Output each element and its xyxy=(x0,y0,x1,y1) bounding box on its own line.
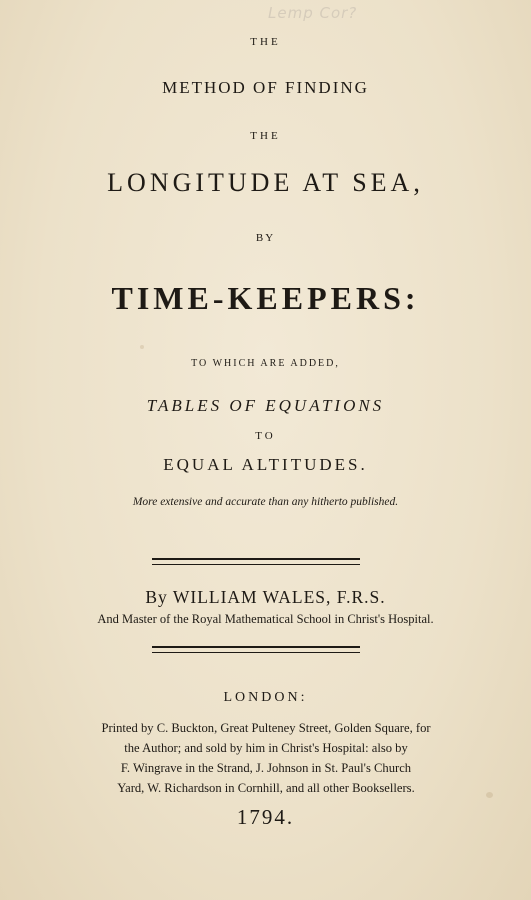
title-longitude: LONGITUDE AT SEA, xyxy=(107,168,424,197)
imprint-line-1: Printed by C. Buckton, Great Pulteney Street, Golden Square, for xyxy=(101,721,431,735)
author-name: By WILLIAM WALES, F.R.S. xyxy=(145,587,386,607)
title-method: METHOD OF FINDING xyxy=(162,78,369,97)
addition-to: TO xyxy=(255,430,276,442)
author-position: And Master of the Royal Mathematical School in Christ's Hospital. xyxy=(97,612,434,626)
foxing-spot xyxy=(140,345,144,349)
imprint-place: LONDON: xyxy=(223,690,308,705)
double-rule-bottom-a xyxy=(152,646,360,648)
addition-tables: TABLES OF EQUATIONS xyxy=(146,396,385,415)
title-the-2: THE xyxy=(250,130,281,142)
double-rule-top-a xyxy=(152,558,360,560)
addition-intro: TO WHICH ARE ADDED, xyxy=(191,358,340,369)
imprint-block xyxy=(40,718,492,798)
title-the-1: THE xyxy=(250,36,281,48)
imprint-line-3: F. Wingrave in the Strand, J. Johnson in St. Paul's Church xyxy=(120,761,412,775)
title-by: BY xyxy=(255,232,276,244)
imprint-line-4: Yard, W. Richardson in Cornhill, and all other Booksellers. xyxy=(117,781,415,795)
addition-altitudes: EQUAL ALTITUDES. xyxy=(163,455,368,474)
addition-note: More extensive and accurate than any hitherto published. xyxy=(132,496,399,508)
double-rule-bottom-b xyxy=(152,652,360,653)
title-timekeepers: TIME-KEEPERS: xyxy=(111,280,420,316)
foxing-spot xyxy=(486,792,493,798)
double-rule-top-b xyxy=(152,564,360,565)
pencil-inscription: Lemp Cor? xyxy=(268,4,358,22)
imprint-year: 1794. xyxy=(236,805,295,829)
imprint-line-2: the Author; and sold by him in Christ's Hospital: also by xyxy=(124,741,408,755)
